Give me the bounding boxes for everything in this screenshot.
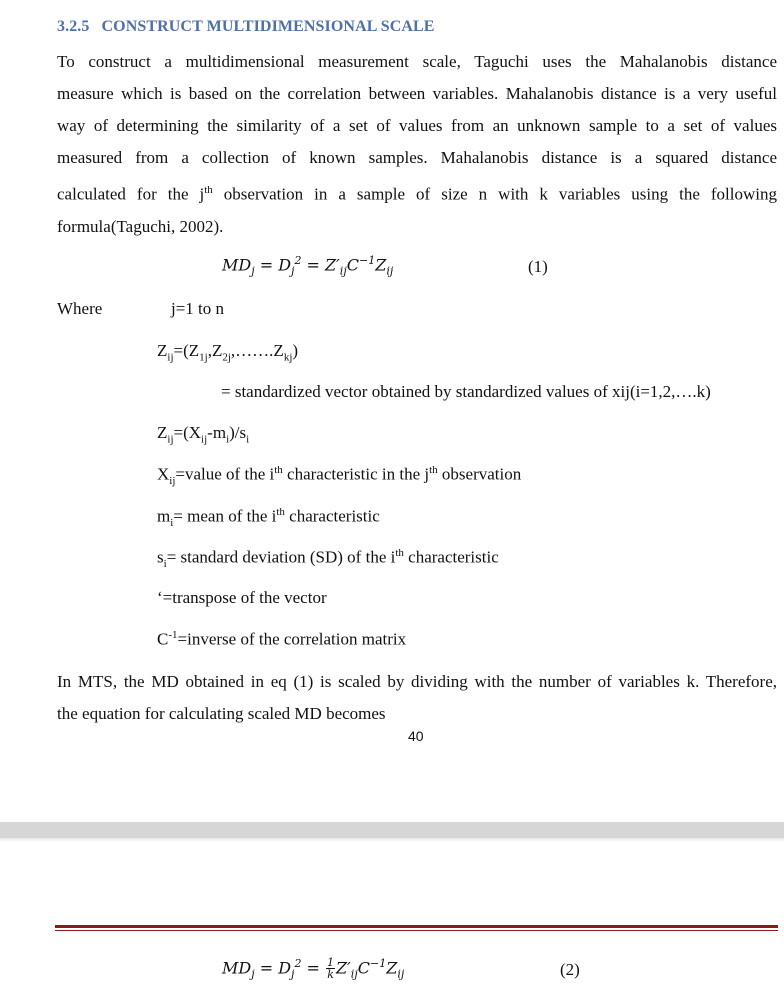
page-number: 40 <box>408 728 424 744</box>
where-label: Where <box>57 299 103 318</box>
para-line-6: formula(Taguchi, 2002). <box>57 216 224 236</box>
section-title: CONSTRUCT MULTIDIMENSIONAL SCALE <box>101 18 435 35</box>
section-heading <box>57 18 435 36</box>
para-line-3: way of determining the similarity of a set of values from an unknown sample to a set of values <box>57 116 777 135</box>
para-line-5: calculated for the $j^{th}$ observation in a sample of size n with k variables using the following <box>57 184 777 204</box>
equation-1: $MD_j = D_j^2 = Z'_{ij}C^{-1}Z_{ij}$ <box>222 254 394 278</box>
para2-line-2: the equation for calculating scaled MD becomes <box>57 704 386 723</box>
one-over-k-fraction: $\frac{1}{k}$ <box>327 956 335 982</box>
def-inverse: $C^{-1}=inverse$ of the correlation matrix <box>157 629 407 649</box>
def-x-value: $X_{ij}=value$ of the $i^{th}$ characteristic in the $j^{th}$ observation <box>157 464 522 488</box>
def-transpose: ‘=transpose of the vector <box>157 588 327 607</box>
para-line-2: measure which is based on the correlation between variables. Mahalanobis distance is a very useful <box>57 84 777 103</box>
def-z-formula: $Z_{ij}=(X_{ij}-m_i)/s_i$ <box>157 423 250 446</box>
intro-paragraph <box>57 46 777 243</box>
para-line-4: measured from a collection of known samples. Mahalanobis distance is a squared distance <box>57 148 777 167</box>
section-number: 3.2.5 <box>57 18 90 35</box>
para2-line-1: In MTS, the MD obtained in eq (1) is scaled by dividing with the number of variables k. Therefore, <box>57 672 777 691</box>
header-rule-thin <box>55 930 778 931</box>
header-rule-thick <box>55 925 778 928</box>
def-mean: $m_i=$ mean of the $i^{th}$ characteristic <box>157 506 380 530</box>
def-z-vector: $Z_{ij}=(Z_{1j},Z_{2j},\dots\dots.Z_{kj})$ <box>157 341 299 364</box>
equation-2: $MD_j = D_j^2$ = $\frac{1}{k}$ $Z'_{ij}C^{-1}Z_{ij}$ <box>222 956 405 982</box>
def-std-dev: $s_i=$ standard deviation (SD) of the $i^{th}$ characteristic <box>157 547 499 571</box>
page-separator <box>0 822 784 838</box>
para-line-1: To construct a multidimensional measurement scale, Taguchi uses the Mahalanobis distance <box>57 52 777 71</box>
def-standardized-vector: = standardized vector obtained by standardized values of xij(i=1,2,….k) <box>221 382 711 401</box>
scaled-md-paragraph <box>57 666 777 730</box>
def-j-range: j=1 to n <box>171 299 225 318</box>
page-separator-shadow <box>0 838 784 842</box>
equation-1-number: (1) <box>528 257 548 276</box>
equation-2-number: (2) <box>560 960 580 979</box>
